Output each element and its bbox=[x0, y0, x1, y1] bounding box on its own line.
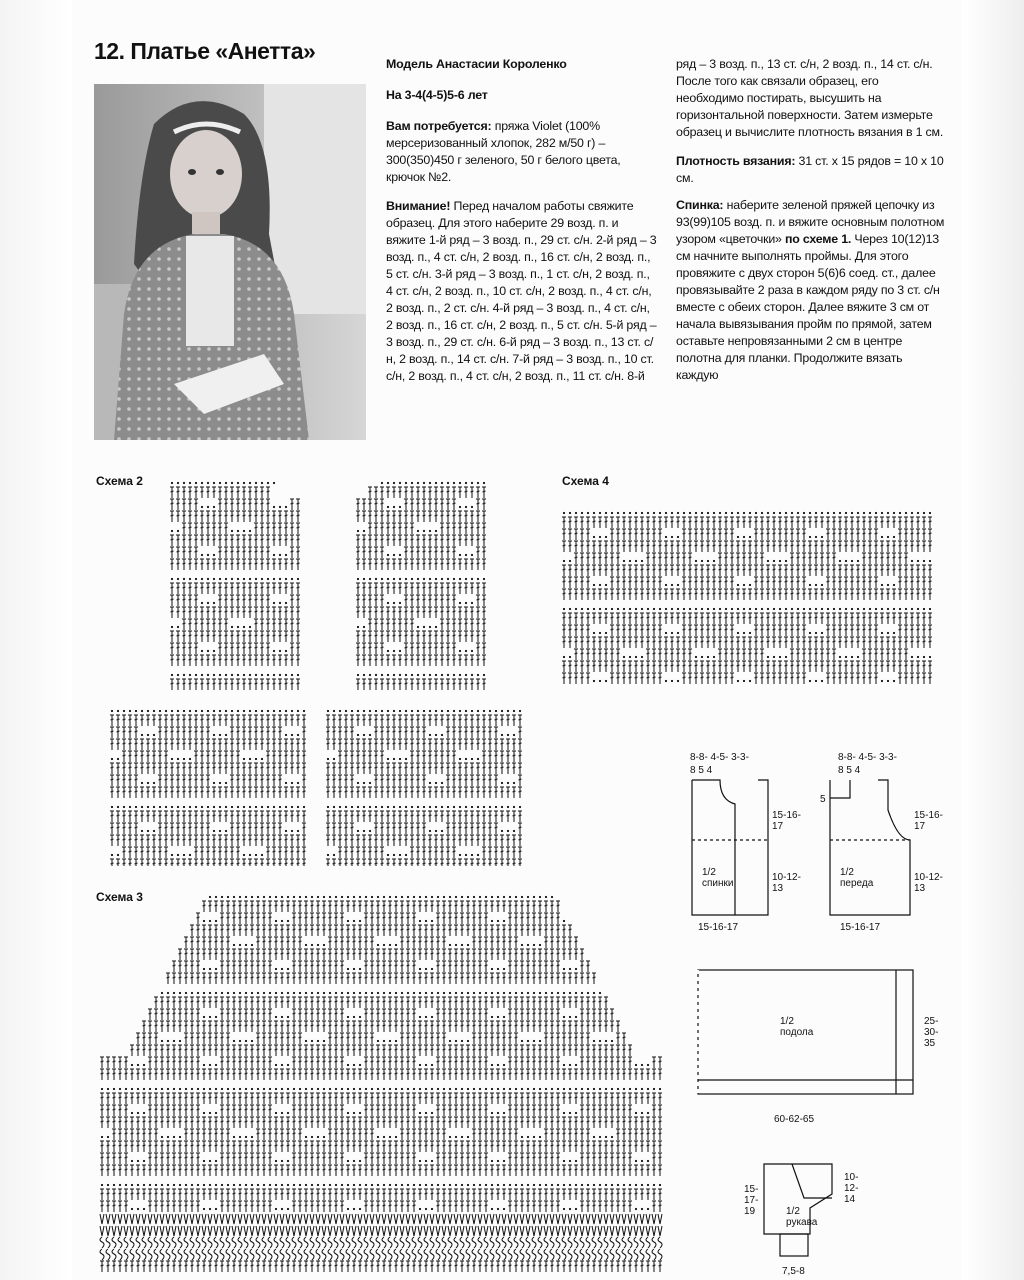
front-top-measure: 8-8- 4-5- 3-3- bbox=[838, 752, 897, 763]
back-text-part1: наберите зеленой пряжей цепочку из 93(99)105 возд. п. и вяжите основным полотном узором «цветочки» bbox=[676, 198, 945, 246]
materials-label: Вам потребуется: bbox=[386, 119, 492, 133]
girl-portrait-image bbox=[94, 84, 366, 440]
scheme-3-label: Схема 3 bbox=[96, 890, 143, 904]
chart-stitch-grid bbox=[170, 482, 300, 690]
sleeve-cap-height: 10-12-14 bbox=[844, 1172, 859, 1205]
materials-text: пряжа Violet (100% мерсеризованный хлопок, 282 м/50 г) – 300(350)450 г зеленого, 50 г белого цвета, крючок №2. bbox=[386, 119, 621, 184]
sleeve-half-label: 1/2 рукава bbox=[786, 1206, 818, 1228]
attention-label: Внимание! bbox=[386, 199, 451, 213]
back-lower-height: 10-12-13 bbox=[772, 872, 801, 894]
hem-schematic bbox=[690, 962, 960, 1132]
pattern-title: 12. Платье «Анетта» bbox=[94, 38, 316, 64]
page-edge-right bbox=[962, 0, 1024, 1280]
hem-width: 60-62-65 bbox=[774, 1114, 815, 1125]
front-width: 15-16-17 bbox=[840, 922, 881, 933]
back-top-measure: 8-8- 4-5- 3-3- bbox=[690, 752, 749, 763]
density-text: 31 ст. х 15 рядов = 10 х 10 см. bbox=[676, 154, 944, 185]
scheme-4-chart bbox=[556, 494, 946, 686]
chart-stitch-grid bbox=[100, 896, 662, 1272]
back-half-label: 1/2 спинки bbox=[702, 867, 734, 889]
gauge-instructions: ряд – 3 возд. п., 13 ст. с/н, 2 возд. п., 14 ст. с/н. После того как связали образец, его необходимо постирать, высушить на горизонтальной поверхности. Затем измерьте образец и вычислите плотность вязания в 1 см. bbox=[676, 57, 944, 139]
hem-half-label: 1/2 подола bbox=[780, 1016, 814, 1038]
hem-height: 25-30-35 bbox=[924, 1016, 939, 1049]
chart-stitch-grid bbox=[356, 482, 486, 690]
attention-text: Перед началом работы свяжите образец. Для этого наберите 29 возд. п. и вяжите 1-й ряд – 3 возд. п., 29 ст. с/н. 2-й ряд – 3 возд. п., 4 ст. с/н, 2 возд. п., 16 ст. с/н, 2 возд. п., 5 ст. с/н. 3-й ряд – 3 возд. п., 1 ст. с/н, 2 возд. п., 4 ст. с/н, 2 возд. п., 10 ст. с/н, 2 возд. п., 4 ст. с/н, 2 возд. п., 2 ст. с/н. 4-й ряд – 3 возд. п., 4 ст. с/н, 2 возд. п., 16 ст. с/н, 2 возд. п., 5 ст. с/н. 5-й ряд – 3 возд. п., 29 ст. с/н. 6-й ряд – 3 возд. п., 13 ст. с/н, 2 возд. п., 14 ст. с/н. 7-й ряд – 3 возд. п., 10 ст. с/н, 2 возд. п., 4 ст. с/н, 2 возд. п., 11 ст. с/н. 8-й bbox=[386, 199, 657, 383]
front-lower-height: 10-12-13 bbox=[914, 872, 943, 894]
back-armhole-height: 15-16-17 bbox=[772, 810, 801, 832]
scheme-4-label: Схема 4 bbox=[562, 474, 609, 488]
sleeve-schematic bbox=[740, 1158, 880, 1280]
back-top-measure-2: 8 5 4 bbox=[690, 765, 713, 776]
page-edge-left bbox=[0, 0, 72, 1280]
model-photo bbox=[94, 84, 366, 440]
density-label: Плотность вязания: bbox=[676, 154, 796, 168]
front-neck-five: 5 bbox=[820, 794, 826, 805]
back-text-part2: Через 10(12)13 см начните выполнять проймы. Для этого провяжите с двух сторон 5(6)6 соед. ст., далее провязывайте 2 раза в каждом ряду по 3 ст. с/н вместе с обеих сторон. Далее вяжите 3 см от начала вывязывания пройм по прямой, затем оставьте непровязанными 2 см в центре полотна для планки. Продолжите вязать каждую bbox=[676, 232, 940, 382]
back-width: 15-16-17 bbox=[698, 922, 739, 933]
chart-stitch-grid bbox=[326, 710, 522, 866]
front-half-label: 1/2 переда bbox=[840, 867, 874, 889]
front-armhole-height: 15-16-17 bbox=[914, 810, 943, 832]
scheme-3-chart bbox=[94, 882, 674, 1280]
chart-stitch-grid bbox=[110, 710, 306, 866]
sleeve-cuff-width: 7,5-8 bbox=[782, 1266, 805, 1277]
bodice-schematics bbox=[680, 740, 960, 940]
scheme-2-label: Схема 2 bbox=[96, 474, 143, 488]
back-label: Спинка: bbox=[676, 198, 724, 212]
text-column-right bbox=[676, 56, 948, 393]
sleeve-length: 15-17-19 bbox=[744, 1184, 759, 1217]
size-range: На 3-4(4-5)5-6 лет bbox=[386, 88, 488, 102]
scheme-2-chart bbox=[100, 466, 530, 866]
back-scheme-ref: по схеме 1. bbox=[784, 232, 852, 246]
chart-stitch-grid bbox=[562, 512, 932, 684]
author-credit: Модель Анастасии Короленко bbox=[386, 57, 567, 71]
front-top-measure-2: 8 5 4 bbox=[838, 765, 861, 776]
text-column-middle bbox=[386, 56, 658, 394]
